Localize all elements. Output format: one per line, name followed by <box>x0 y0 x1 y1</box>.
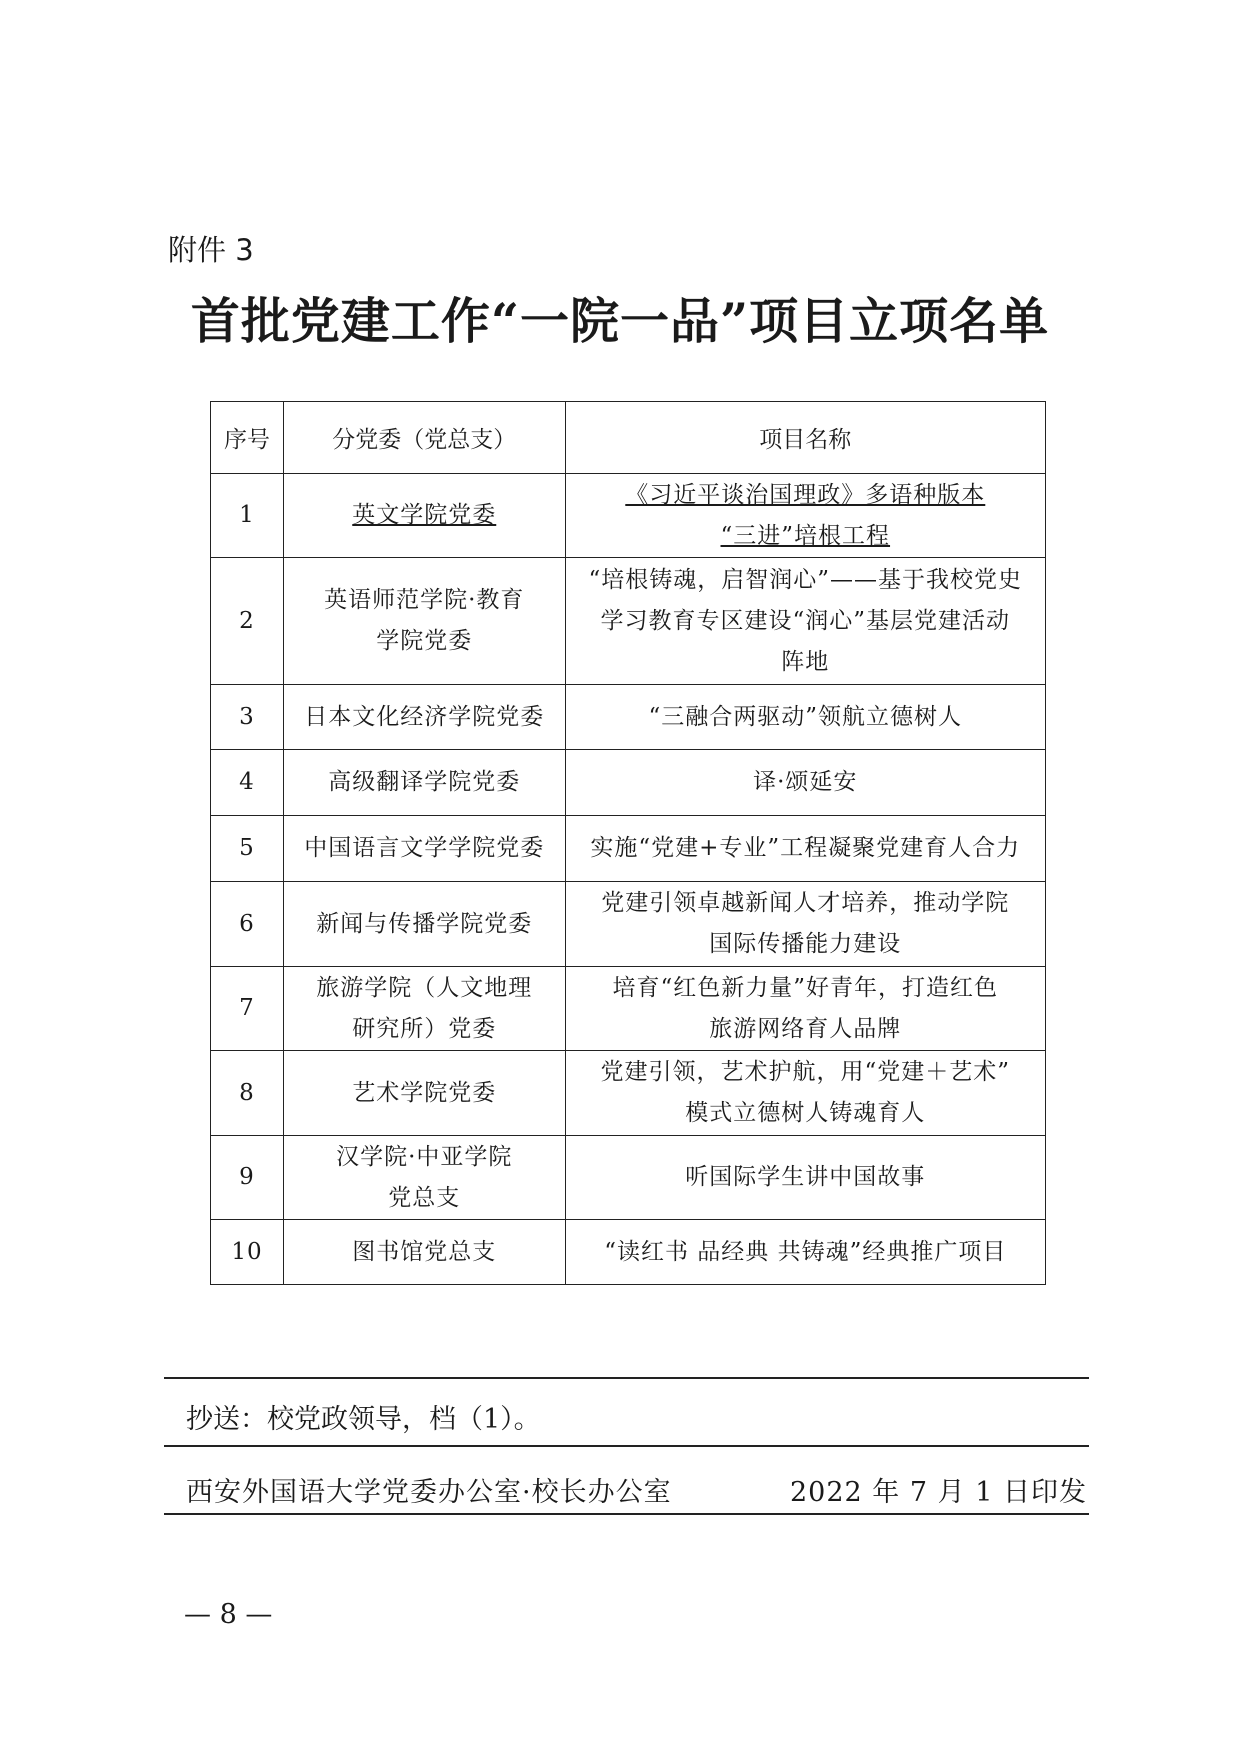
table-row <box>211 1051 1046 1136</box>
table-row <box>211 685 1046 750</box>
header-project: 项目名称 <box>565 402 1045 474</box>
row-number: 1 <box>211 474 284 558</box>
row-project: 党建引领，艺术护航，用“党建＋艺术” 模式立德树人铸魂育人 <box>565 1051 1045 1136</box>
attachment-label: 附件 3 <box>168 233 254 267</box>
row-unit: 新闻与传播学院党委 <box>283 882 565 967</box>
cc-line: 抄送：校党政领导，档（1）。 <box>186 1404 541 1435</box>
row-project: 《习近平谈治国理政》多语种版本 “三进”培根工程 <box>565 474 1045 558</box>
table-row <box>211 967 1046 1051</box>
table-row <box>211 882 1046 967</box>
row-project: 实施“党建+专业”工程凝聚党建育人合力 <box>565 816 1045 882</box>
footer-rule-middle <box>164 1445 1089 1447</box>
row-unit: 日本文化经济学院党委 <box>283 685 565 750</box>
row-number: 9 <box>211 1136 284 1220</box>
table-row <box>211 1220 1046 1285</box>
footer-rule-top <box>164 1377 1089 1379</box>
table-row <box>211 474 1046 558</box>
row-unit: 图书馆党总支 <box>283 1220 565 1285</box>
row-project: 听国际学生讲中国故事 <box>565 1136 1045 1220</box>
row-unit: 英文学院党委 <box>283 474 565 558</box>
row-number: 2 <box>211 558 284 685</box>
table-header-row <box>211 402 1046 474</box>
row-project: “读红书 品经典 共铸魂”经典推广项目 <box>565 1220 1045 1285</box>
document-title: 首批党建工作“一院一品”项目立项名单 <box>190 292 1050 350</box>
row-project: 党建引领卓越新闻人才培养，推动学院 国际传播能力建设 <box>565 882 1045 967</box>
row-number: 4 <box>211 750 284 816</box>
row-number: 3 <box>211 685 284 750</box>
row-number: 10 <box>211 1220 284 1285</box>
row-unit: 艺术学院党委 <box>283 1051 565 1136</box>
row-project: “三融合两驱动”领航立德树人 <box>565 685 1045 750</box>
table-row <box>211 750 1046 816</box>
header-unit: 分党委（党总支） <box>283 402 565 474</box>
row-project: “培根铸魂，启智润心”——基于我校党史 学习教育专区建设“润心”基层党建活动 阵地 <box>565 558 1045 685</box>
row-unit: 旅游学院（人文地理 研究所）党委 <box>283 967 565 1051</box>
issue-date: 2022 年 7 月 1 日印发 <box>790 1477 1087 1508</box>
footer-rule-bottom <box>164 1513 1089 1515</box>
row-project: 译·颂延安 <box>565 750 1045 816</box>
table-row <box>211 816 1046 882</box>
table-row <box>211 1136 1046 1220</box>
row-unit: 中国语言文学学院党委 <box>283 816 565 882</box>
row-unit: 英语师范学院·教育 学院党委 <box>283 558 565 685</box>
row-project: 培育“红色新力量”好青年，打造红色 旅游网络育人品牌 <box>565 967 1045 1051</box>
project-table <box>210 401 1046 1285</box>
table-row <box>211 558 1046 685</box>
row-number: 5 <box>211 816 284 882</box>
row-number: 8 <box>211 1051 284 1136</box>
page-number: — 8 — <box>184 1599 273 1630</box>
row-unit: 高级翻译学院党委 <box>283 750 565 816</box>
row-number: 7 <box>211 967 284 1051</box>
row-unit: 汉学院·中亚学院 党总支 <box>283 1136 565 1220</box>
issuing-office: 西安外国语大学党委办公室·校长办公室 <box>186 1477 672 1508</box>
header-number: 序号 <box>211 402 284 474</box>
row-number: 6 <box>211 882 284 967</box>
